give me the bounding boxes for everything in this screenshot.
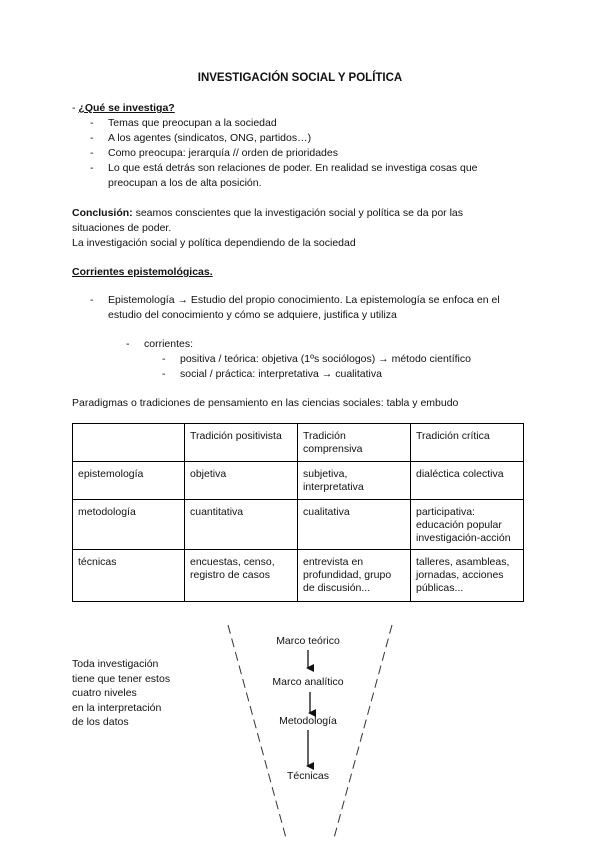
conclusion-text-line3: La investigación social y política dependiendo de la sociedad [72,237,356,249]
sub-list-item: social / práctica: interpretativa → cualitativa [180,368,382,380]
section-bullet: - [72,102,76,114]
section-question-heading: ¿Qué se investiga? [78,102,175,114]
list-dash: - [90,162,94,174]
funnel-left-edge [228,625,286,838]
paradigms-intro: Paradigmas o tradiciones de pensamiento en las ciencias sociales: tabla y embudo [72,397,459,409]
list-item: Temas que preocupan a la sociedad [108,117,277,129]
list-dash: - [90,294,94,306]
side-note-line: de los datos [72,716,129,728]
list-dash: - [126,338,130,350]
funnel-level-label: Marco analítico [272,676,344,688]
list-dash: - [90,132,94,144]
page-title: INVESTIGACIÓN SOCIAL Y POLÍTICA [197,72,403,84]
list-dash: - [162,353,166,365]
table-cell: entrevista en profundidad, grupo de discusión... [298,550,411,602]
funnel-right-edge [334,625,392,838]
list-item-continuation: preocupan a los de alta posición. [108,177,262,189]
table-cell: talleres, asambleas, jornadas, acciones públicas... [411,550,524,602]
section-epistemology-heading: Corrientes epistemológicas. [72,266,213,278]
table-cell: encuestas, censo, registro de casos [185,550,298,602]
list-dash: - [90,147,94,159]
conclusion-label: Conclusión: [72,207,133,219]
sub-list-item: positiva / teórica: objetiva (1ºs sociólogos) → método científico [180,353,471,365]
table-cell: cuantitativa [185,500,298,550]
side-note-line: Toda investigación [72,658,159,670]
table-cell: cualitativa [298,500,411,550]
table-header-cell: Tradición comprensiva [298,424,411,462]
side-note-line: tiene que tener estos [72,672,171,685]
side-note-line: cuatro niveles [72,687,137,699]
table-row-label: técnicas [73,550,185,602]
funnel-level-label: Marco teórico [276,635,340,647]
sub-list-label: corrientes: [144,338,194,350]
list-dash: - [90,117,94,129]
funnel-level-label: Técnicas [286,770,330,782]
list-item: Epistemología → Estudio del propio conocimiento. La epistemología se enfoca en el [108,294,500,306]
table-cell: objetiva [185,462,298,500]
list-item-continuation: estudio del conocimiento y cómo se adquiere, justifica y utiliza [108,309,397,321]
table-cell: participativa: educación popular investigación-acción [411,500,524,550]
list-item: A los agentes (sindicatos, ONG, partidos…) [108,132,312,144]
list-item: Lo que está detrás son relaciones de poder. En realidad se investiga cosas que [108,162,478,174]
list-dash: - [162,368,166,380]
conclusion-text-line2: situaciones de poder. [72,222,172,234]
table-row-label: epistemología [73,462,185,500]
table-cell: subjetiva, interpretativa [298,462,411,500]
list-item: Como preocupa: jerarquía // orden de prioridades [108,147,338,159]
side-note-line: en la interpretación [72,701,162,714]
funnel-level-label: Metodología [279,715,337,727]
table-row-label: metodología [73,500,185,550]
table-header-cell: Tradición crítica [411,424,524,462]
table-header-cell: Tradición positivista [185,424,298,462]
conclusion-text: seamos conscientes que la investigación social y política se da por las [132,207,464,219]
table-cell: dialéctica colectiva [411,462,524,500]
